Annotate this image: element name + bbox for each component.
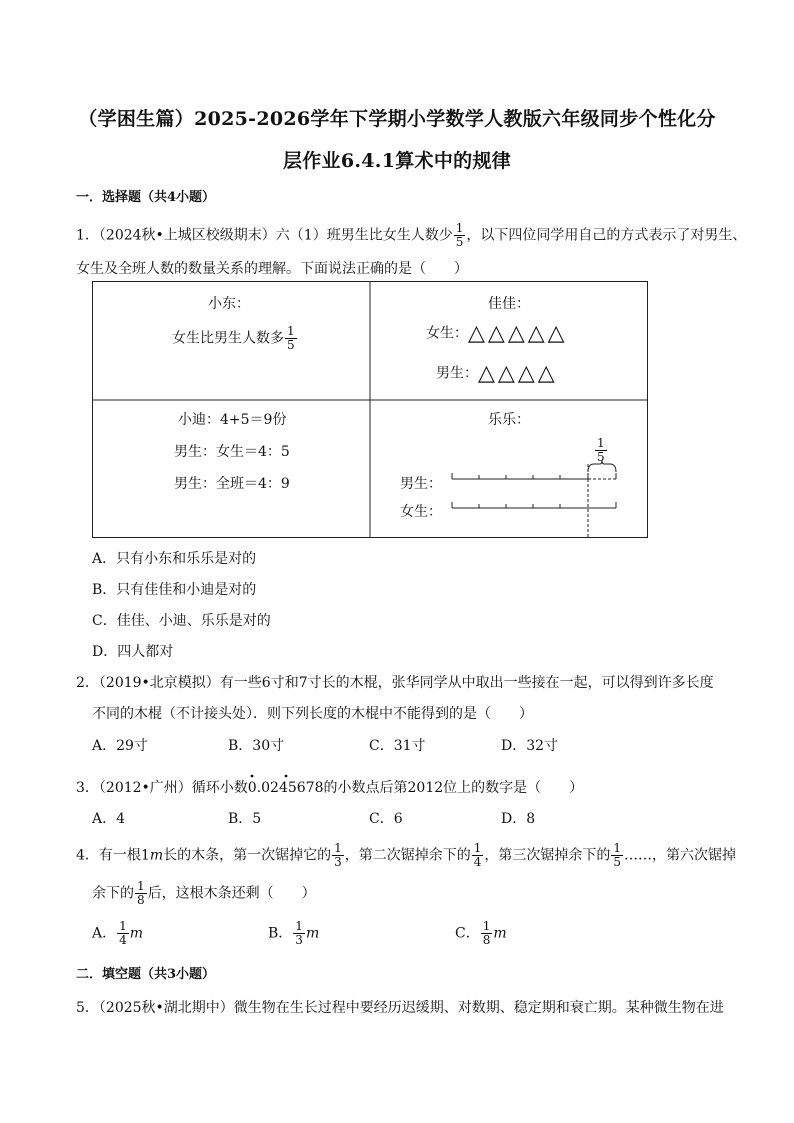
q1-table (92, 281, 648, 538)
q4-text-e: ……，第六次锯掉 (624, 847, 737, 864)
section-fill-title: 二．填空题（共3小题） (76, 967, 216, 982)
triangle-icon-row-boy: △△△△ (478, 361, 558, 386)
xiaodi-name: 小迪：4+5＝9份 (178, 412, 287, 428)
q1-frac-den: 5 (455, 235, 464, 249)
q5-line1: 5．（2025秋•湖北期中）微生物在生长过程中要经历迟缓期、对数期、稳定期和衰亡期。某种微生物在进 (76, 1000, 724, 1016)
q2-line2: 不同的木棍（不计接头处）．则下列长度的木棍中不能得到的是（ ） (92, 706, 533, 722)
q4-text-b: 长的木条，第一次锯掉它的 (163, 847, 332, 864)
jiajia-girl-label: 女生： (426, 325, 468, 342)
q4-unit: m (149, 847, 164, 864)
q1-option-a[interactable]: A．只有小东和乐乐是对的 (92, 551, 257, 567)
q3-option-d[interactable]: D．8 (501, 811, 536, 827)
q2-line1: 2．（2019•北京模拟）有一些6寸和7寸长的木棍，张华同学从中取出一些接在一起，可以得到许多长度 (76, 675, 714, 691)
q4-text-g: 后，这根木条还剩（ ） (147, 885, 316, 902)
page-title-line1: （学困生篇）2025-2026学年下学期小学数学人教版六年级同步个性化分 (78, 108, 716, 130)
q1-frac-num: 1 (455, 221, 464, 235)
q1-line2: 女生及全班人数的数量关系的理解。下面说法正确的是（ ） (76, 261, 468, 277)
q4-text-a: 4．有一根1 (76, 847, 150, 864)
q2-option-a[interactable]: A．29寸 (92, 738, 148, 754)
q1-text-a: 1．（2024秋•上城区校级期末）六（1）班男生比女生人数少 (76, 227, 453, 244)
q4-frac-1: $\frac{1}{3}$ (334, 841, 342, 869)
xiaodong-statement (172, 325, 298, 352)
q1-option-b[interactable]: B．只有佳佳和小迪是对的 (92, 582, 257, 598)
xiaodong-name: 小东： (208, 296, 250, 312)
q4-option-c[interactable]: C． $\frac{1}{8}$ m (455, 919, 507, 947)
xiaodi-line3: 男生：全班＝4：9 (174, 476, 290, 492)
repeating-decimal-dots (76, 771, 376, 781)
q4-option-a[interactable]: A． $\frac{1}{4}$ m (92, 919, 144, 947)
page-title-line2: 层作业6.4.1算术中的规律 (282, 150, 512, 172)
q1-line1 (76, 222, 746, 249)
q3-option-c[interactable]: C．6 (369, 811, 403, 827)
jiajia-girl-row (426, 321, 568, 346)
jiajia-boy-row (436, 361, 558, 386)
q4-frac-3: $\frac{1}{5}$ (613, 841, 622, 869)
lele-girl-label: 女生： (400, 504, 442, 520)
q3-line1: 3．（2012•广州）循环小数0.0245678的小数点后第2012位上的数字是（ ） (76, 780, 584, 796)
lele-frac-den: 5 (597, 450, 605, 464)
jiajia-boy-label: 男生： (436, 365, 478, 382)
lele-name: 乐乐： (488, 412, 530, 428)
q4-text-c: ，第二次锯掉余下的 (344, 847, 471, 864)
q1-option-d[interactable]: D．四人都对 (92, 644, 174, 660)
xiaodong-fraction (285, 325, 297, 352)
xiaodong-frac-num: 1 (287, 324, 295, 338)
jiajia-name: 佳佳： (488, 296, 530, 312)
section-choice-title: 一．选择题（共4小题） (76, 190, 216, 205)
xiaodong-frac-den: 5 (287, 338, 295, 352)
lele-segment-diagram (370, 400, 648, 538)
q2-option-b[interactable]: B．30寸 (228, 738, 285, 754)
q2-option-c[interactable]: C．31寸 (369, 738, 426, 754)
xiaodi-line2: 男生：女生＝4：5 (174, 444, 290, 460)
q3-option-b[interactable]: B．5 (228, 811, 262, 827)
q2-option-d[interactable]: D．32寸 (501, 738, 559, 754)
q4-line2 (92, 880, 316, 907)
lele-frac-num: 1 (597, 436, 605, 450)
lele-boy-label: 男生： (400, 476, 442, 492)
xiaodong-text: 女生比男生人数多 (172, 330, 284, 347)
q4-option-b[interactable]: B． $\frac{1}{3}$ m (268, 919, 320, 947)
q1-fraction (454, 222, 466, 249)
q4-frac-4: $\frac{1}{8}$ (137, 879, 145, 907)
triangle-icon-row-girl: △△△△△ (468, 321, 568, 346)
q4-text-d: ，第三次锯掉余下的 (484, 847, 611, 864)
q4-text-f: 余下的 (92, 885, 134, 902)
q3-option-a[interactable]: A．4 (92, 811, 126, 827)
q1-option-c[interactable]: C．佳佳、小迪、乐乐是对的 (92, 613, 271, 629)
q4-line1 (76, 842, 736, 869)
q1-text-b: ，以下四位同学用自己的方式表示了对男生、 (466, 227, 747, 244)
q4-frac-2: $\frac{1}{4}$ (473, 841, 482, 869)
